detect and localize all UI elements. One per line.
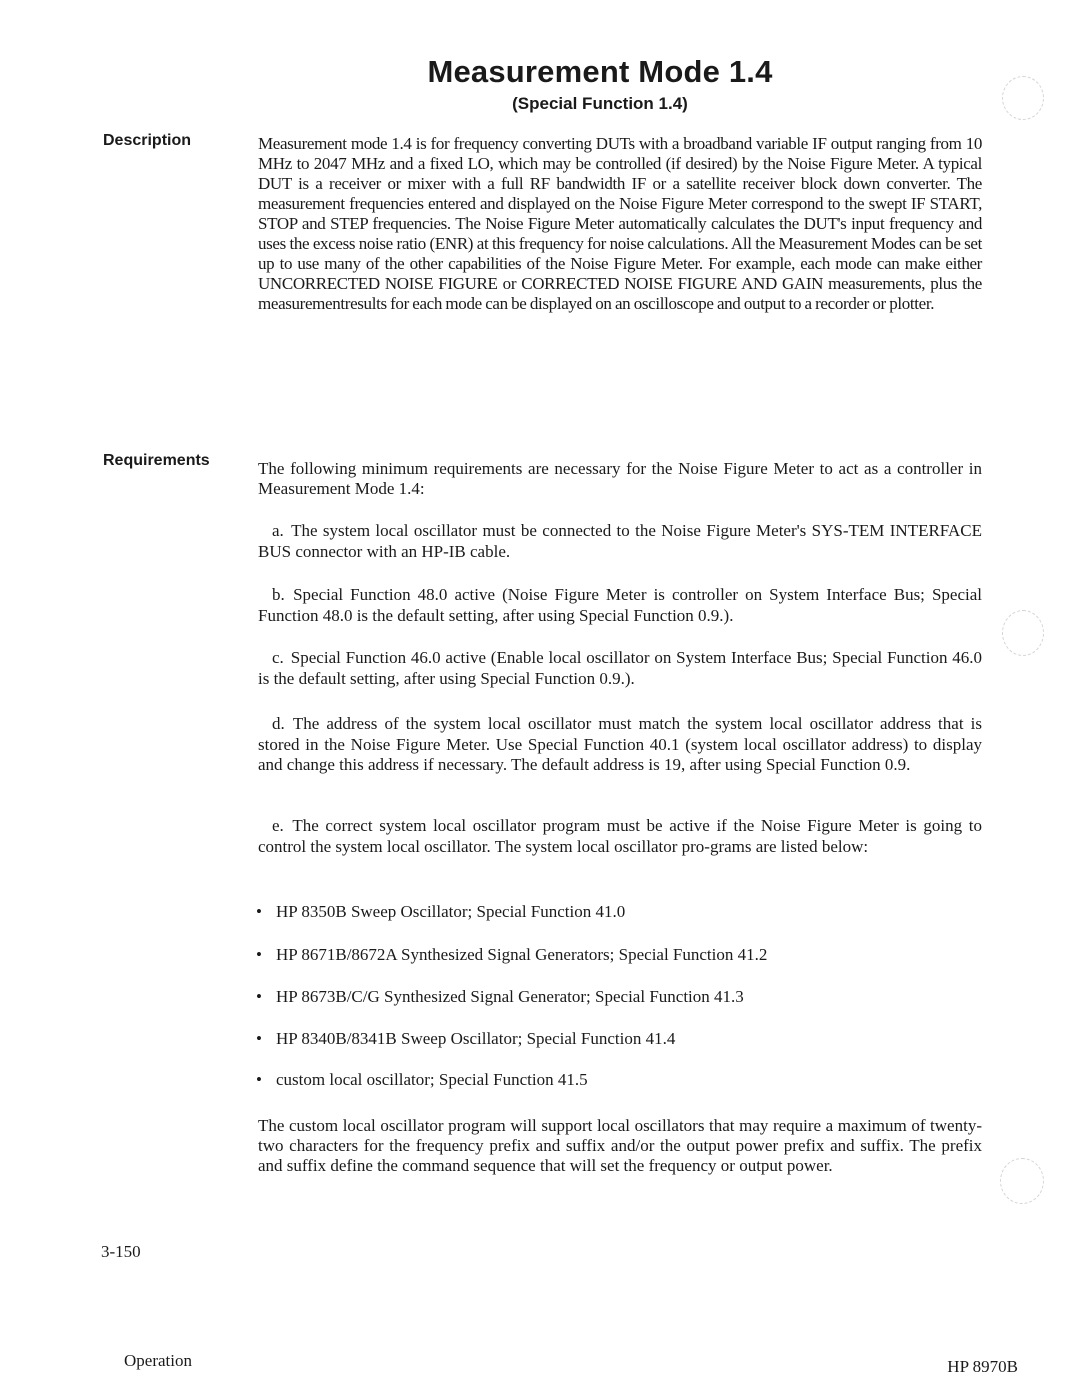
bullet-item [256,987,976,1007]
binder-hole-mark [1002,610,1044,656]
item-text: The correct system local oscillator program must be active if the Noise Figure Meter is going to control the system local oscillator. The system local oscillator pro-grams are listed below: [258,816,982,856]
requirements-intro: The following minimum requirements are necessary for the Noise Figure Meter to act as a controller in Measurement Mode 1.4: [258,459,982,498]
requirement-item-c [258,648,982,689]
bullet-text: HP 8673B/C/G Synthesized Signal Generator; Special Function 41.3 [276,987,744,1006]
bullet-icon: • [256,945,262,964]
bullet-text: custom local oscillator; Special Function 41.5 [276,1070,588,1089]
item-letter: b. [272,585,285,604]
bullet-text: HP 8340B/8341B Sweep Oscillator; Special Function 41.4 [276,1029,676,1048]
bullet-item [256,1070,976,1090]
item-text: The address of the system local oscillator must match the system local oscillator address that is stored in the Noise Figure Meter. Use Special Function 40.1 (system local oscillator address) to display and change this address if necessary. The default address is 19, after using Special Function 0.9. [258,714,982,774]
requirement-item-e [258,816,982,857]
page-title: Measurement Mode 1.4 [427,54,773,89]
item-letter: a. [272,521,284,540]
description-label: Description [103,132,192,149]
page-number: 3-150 [101,1242,141,1261]
item-text: The system local oscillator must be connected to the Noise Figure Meter's SYS-TEM INTERFACE BUS connector with an HP-IB cable. [258,521,982,561]
bullet-item [256,902,976,922]
bullet-icon: • [256,902,262,921]
requirement-item-b [258,585,982,626]
bullet-text: HP 8350B Sweep Oscillator; Special Function 41.0 [276,902,626,921]
requirements-label: Requirements [103,452,210,469]
item-letter: c. [272,648,284,667]
requirement-item-d [258,714,982,776]
requirement-item-a [258,521,982,562]
page-subtitle: (Special Function 1.4) [512,94,688,113]
footer-model: HP 8970B [947,1357,1018,1376]
binder-hole-mark [1000,1158,1044,1204]
closing-paragraph: The custom local oscillator program will support local oscillators that may require a maximum of twenty-two characters for the frequency prefix and suffix and/or the output power prefix and suffix. The prefix and suffix define the command sequence that will set the frequency or output power. [258,1116,982,1175]
bullet-icon: • [256,987,262,1006]
item-letter: d. [272,714,285,733]
item-letter: e. [272,816,284,835]
description-text: Measurement mode 1.4 is for frequency converting DUTs with a broadband variable IF output ranging from 10 MHz to 2047 MHz and a fixed LO, which may be controlled (if desired) by the Noise Figure Meter. A typical DUT is a receiver or mixer with a full RF bandwidth IF or a satellite receiver block down converter. The measurement frequencies entered and displayed on the Noise Figure Meter correspond to the swept IF START, STOP and STEP frequencies. The Noise Figure Meter automatically calculates the DUT's input frequency and uses the excess noise ratio (ENR) at this frequency for noise calculations. All the Measurement Modes can be set up to use many of the other capabilities of the Noise Figure Meter. For example, each mode can make either UNCORRECTED NOISE FIGURE or CORRECTED NOISE FIGURE AND GAIN measurements, plus the measurementresults for each mode can be displayed on an oscilloscope and output to a recorder or plotter. [258,134,982,313]
item-text: Special Function 48.0 active (Noise Figure Meter is controller on System Interface Bus; Special Function 48.0 is the default setting, after using Special Function 0.9.). [258,585,983,625]
binder-hole-mark [1002,76,1044,120]
bullet-text: HP 8671B/8672A Synthesized Signal Generators; Special Function 41.2 [276,945,768,964]
bullet-item [256,1029,976,1049]
bullet-icon: • [256,1029,262,1048]
bullet-icon: • [256,1070,262,1089]
item-text: Special Function 46.0 active (Enable local oscillator on System Interface Bus; Special Function 46.0 is the default setting, after using Special Function 0.9.). [258,648,982,688]
bullet-item [256,945,976,965]
footer-section: Operation [124,1351,192,1370]
